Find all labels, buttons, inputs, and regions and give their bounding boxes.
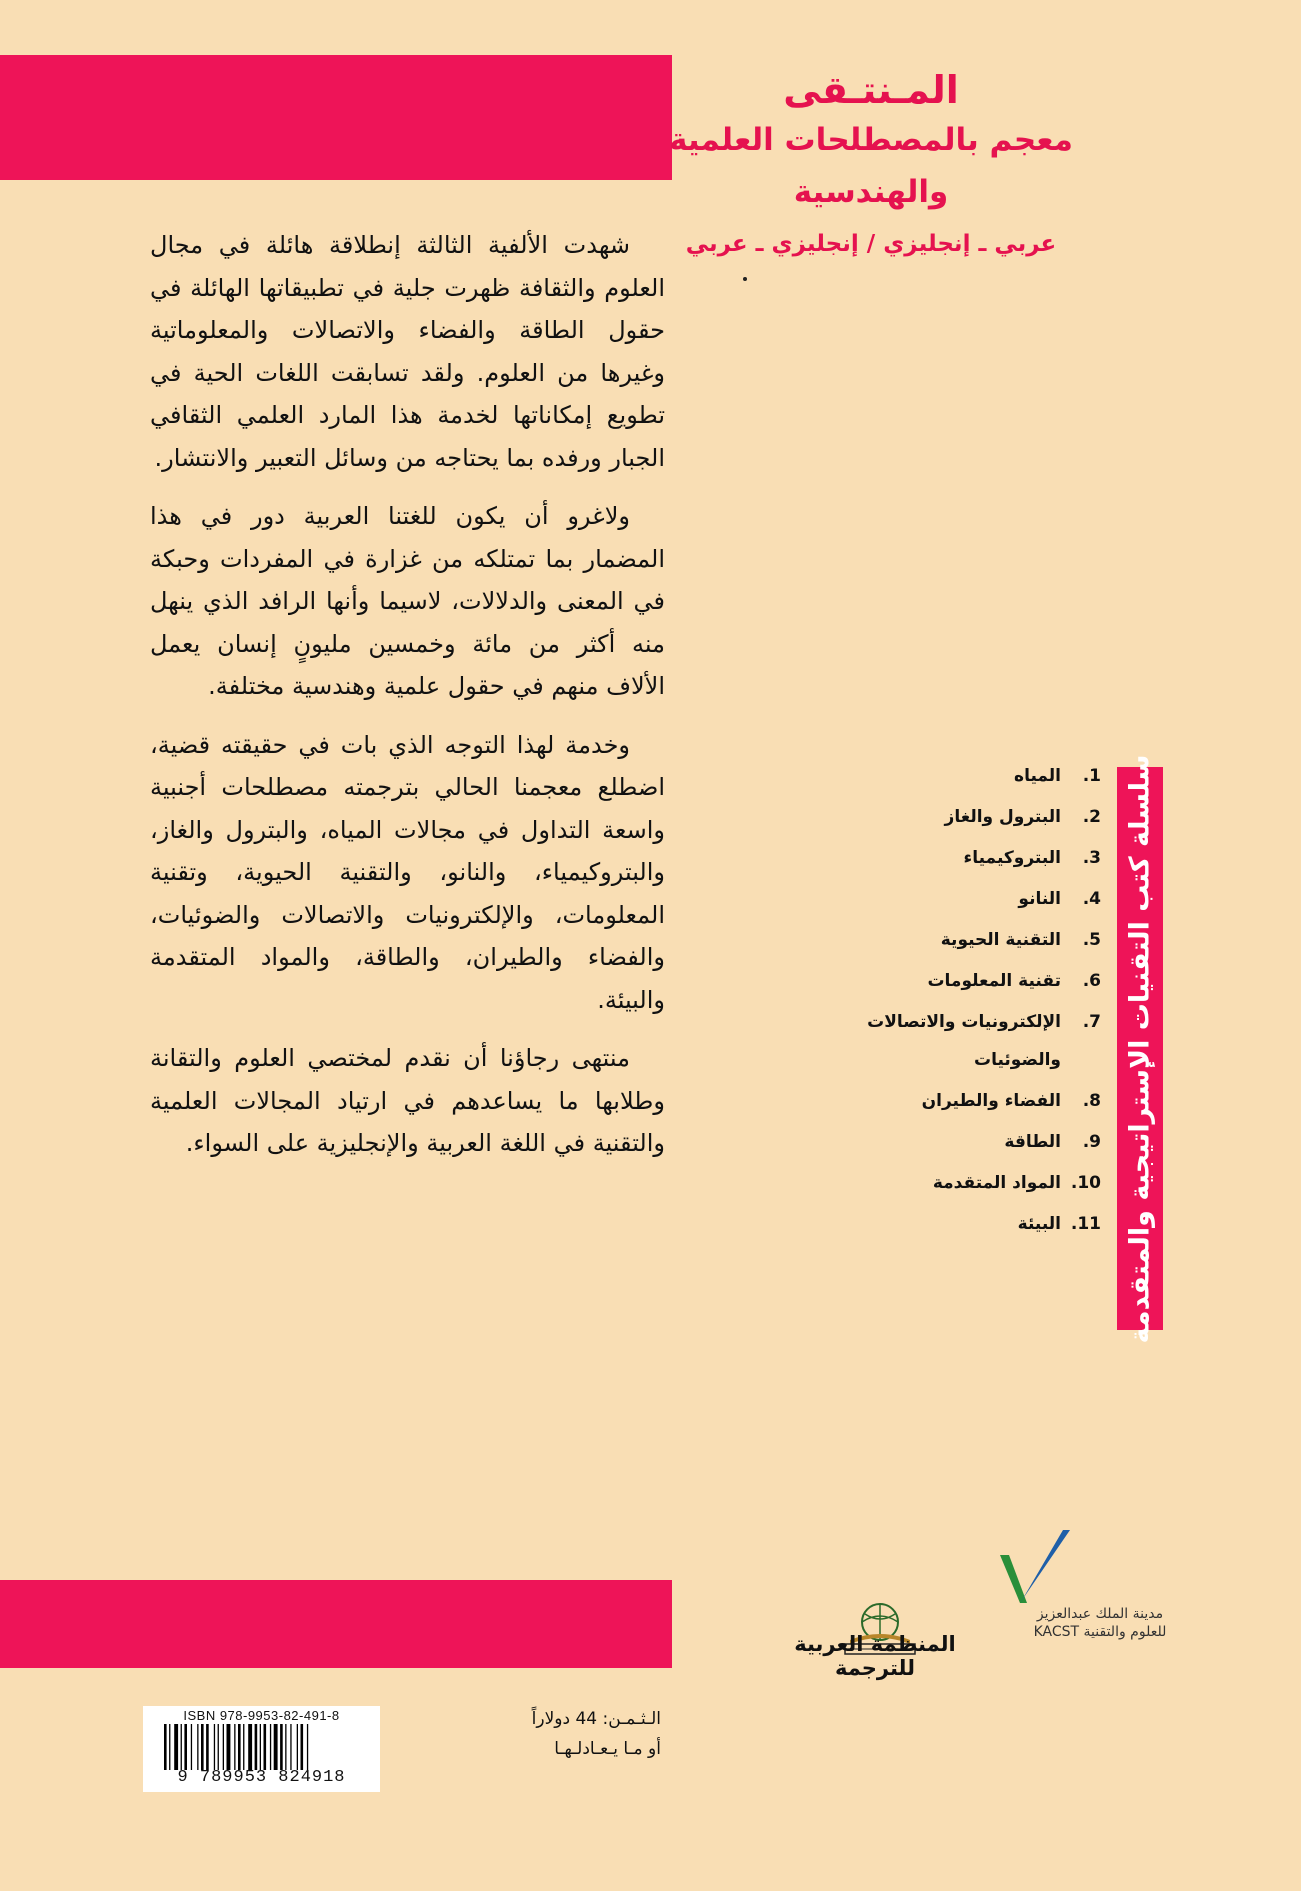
series-item-number: 10. — [1070, 1173, 1101, 1193]
barcode-bar — [254, 1724, 257, 1770]
book-subtitle: معجم بالمصطلحات العلمية والهندسية — [669, 122, 1073, 210]
series-item — [701, 805, 1101, 829]
series-item — [701, 928, 1101, 952]
series-item-label: البيئة — [1017, 1214, 1061, 1234]
language-direction: عربي ـ إنجليزي / إنجليزي ـ عربي — [685, 231, 1057, 257]
series-item-number: 4. — [1082, 889, 1101, 909]
barcode-icon — [162, 1724, 362, 1770]
series-item-number: 8. — [1082, 1091, 1101, 1111]
isbn-barcode-block — [143, 1706, 380, 1792]
series-item-label: الطاقة — [1004, 1132, 1061, 1152]
series-item — [701, 1130, 1101, 1154]
barcode-bar — [259, 1724, 260, 1770]
series-item-number: 5. — [1082, 930, 1101, 950]
header — [591, 66, 1151, 270]
series-item-label: البتروكيمياء — [963, 848, 1061, 868]
series-item-label: التقنية الحيوية — [940, 930, 1061, 950]
paragraph-3: وخدمة لهذا التوجه الذي بات في حقيقته قضية، اضطلع معجمنا الحالي بترجمته مصطلحات أجنبية واسعة التداول في مجالات المياه، والبترول والغاز، والبتروكيمياء، والنانو، والتقنية الحيوية، وتقنية المعلومات، والإلكترونيات والاتصالات والضوئيات، والفضاء والطيران، والطاقة، والمواد المتقدمة والبيئة. — [150, 730, 665, 1014]
barcode-bar — [263, 1724, 266, 1770]
series-list — [701, 764, 1101, 1253]
barcode-bar — [190, 1724, 191, 1770]
series-item-number: 11. — [1070, 1214, 1101, 1234]
barcode-bar — [238, 1724, 241, 1770]
series-item — [701, 846, 1101, 870]
series-item — [701, 1212, 1101, 1236]
series-item-label: البترول والغاز — [944, 807, 1061, 827]
series-item-label: النانو — [1018, 889, 1061, 909]
barcode-bar — [222, 1724, 223, 1770]
series-title: سلسلة كتب التقنيات الإستراتيجية والمتقدمة — [1124, 754, 1156, 1343]
barcode-bar — [234, 1724, 235, 1770]
series-vertical-banner — [1117, 754, 1163, 1343]
barcode-bar — [306, 1724, 307, 1770]
kacst-name — [1020, 1605, 1180, 1641]
arab-translation-org-name: المنظمة العربية للترجمة — [794, 1632, 956, 1680]
series-item-number: 9. — [1082, 1132, 1101, 1152]
barcode-bar — [269, 1724, 270, 1770]
stray-dot — [743, 277, 747, 281]
barcode-bar — [184, 1724, 187, 1770]
barcode-bar — [213, 1724, 214, 1770]
series-item-label: تقنية المعلومات — [927, 971, 1061, 991]
isbn-label: ISBN 978-9953-82-491-8 — [183, 1708, 340, 1723]
series-item — [701, 1010, 1101, 1072]
series-item-continuation: والضوئيات — [974, 1050, 1061, 1070]
paragraph-2: ولاغرو أن يكون للغتنا العربية دور في هذا المضمار بما تمتلكه من غزارة في المفردات وحبكة في المعنى والدلالات، لاسيما وأنها الرافد الذي ينهل منه أكثر من مائة وخمسين مليونٍ إنسان يعمل الألاف منهم في حقول علمية وهندسية مختلفة. — [150, 502, 665, 700]
barcode-bar — [201, 1724, 204, 1770]
barcode-bar — [273, 1724, 277, 1770]
barcode-bar — [248, 1724, 252, 1770]
barcode-bar — [169, 1724, 170, 1770]
barcode-bar — [296, 1724, 297, 1770]
top-magenta-band — [0, 55, 672, 180]
series-item-label: الفضاء والطيران — [921, 1091, 1061, 1111]
series-item-label: المواد المتقدمة — [932, 1173, 1061, 1193]
series-item-number: 7. — [1082, 1012, 1101, 1032]
paragraph-4: منتهى رجاؤنا أن نقدم لمختصي العلوم والتقانة وطلابها ما يساعدهم في ارتياد المجالات العلمية والتقنية في اللغة العربية والإنجليزية على السواء. — [150, 1044, 665, 1157]
price-line1: الـثـمـن: 44 دولاراً — [531, 1709, 661, 1729]
isbn-digits: 9 789953 824918 — [177, 1768, 346, 1787]
barcode-bar — [206, 1724, 209, 1770]
paragraph-1: شهدت الألفية الثالثة إنطلاقة هائلة في مجال العلوم والثقافة ظهرت جلية في تطبيقاتها الهائلة في حقول الطاقة والفضاء والاتصالات والمعلوماتية وغيرها من العلوم. ولقد تسابقت اللغات الحية في تطويع إمكاناتها لخدمة هذا المارد العلمي الثقافي الجبار ورفده بما يحتاجه من وسائل التعبير والانتشار. — [150, 231, 665, 472]
barcode-bar — [285, 1724, 286, 1770]
series-item — [701, 764, 1101, 788]
series-item-number: 2. — [1082, 807, 1101, 827]
book-title: المـنتـقى — [783, 68, 959, 112]
series-item-number: 1. — [1082, 766, 1101, 786]
price-line2: أو مـا يـعـادلـهـا — [554, 1739, 661, 1759]
barcode-bar — [300, 1724, 303, 1770]
barcode-bar — [164, 1724, 167, 1770]
barcode-bar — [280, 1724, 283, 1770]
price — [461, 1704, 661, 1764]
kacst-name-line2: للعلوم والتقنية KACST — [1033, 1624, 1167, 1640]
series-item — [701, 1089, 1101, 1113]
barcode-bar — [226, 1724, 230, 1770]
kacst-name-line1: مدينة الملك عبدالعزيز — [1036, 1606, 1164, 1622]
series-item-label: الإلكترونيات والاتصالات — [867, 1012, 1061, 1032]
series-item-number: 6. — [1082, 971, 1101, 991]
series-item — [701, 1171, 1101, 1195]
barcode-bar — [290, 1724, 291, 1770]
description — [150, 224, 665, 1181]
barcode-bar — [174, 1724, 178, 1770]
series-item — [701, 887, 1101, 911]
barcode-bar — [197, 1724, 198, 1770]
bottom-magenta-band — [0, 1580, 672, 1668]
barcode-bar — [217, 1724, 218, 1770]
series-item — [701, 969, 1101, 993]
barcode-bar — [180, 1724, 181, 1770]
series-item-label: المياه — [1014, 766, 1061, 786]
series-item-number: 3. — [1082, 848, 1101, 868]
barcode-bar — [243, 1724, 244, 1770]
